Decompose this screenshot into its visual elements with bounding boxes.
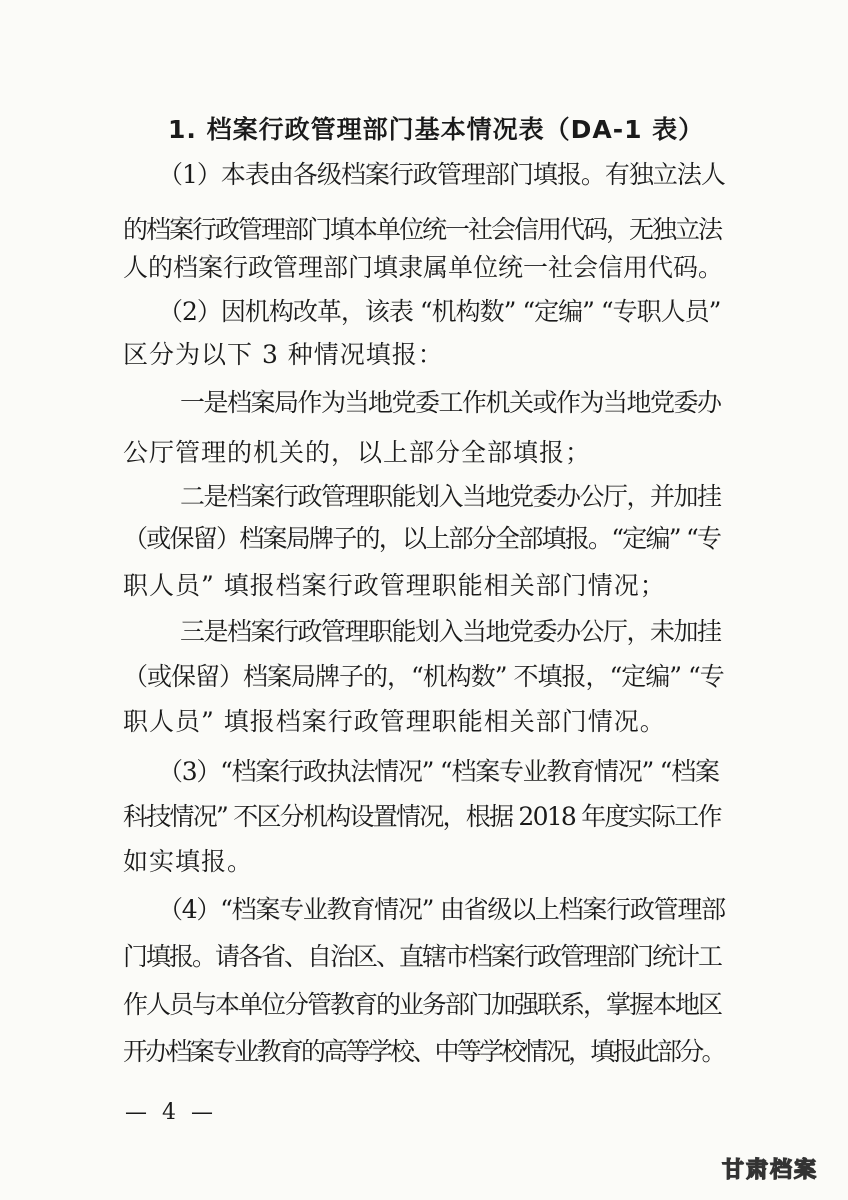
paragraph-line: 三是档案行政管理职能划入当地党委办公厅，未加挂 [180,617,721,646]
paragraph-line: 作人员与本单位分管教育的业务部门加强联系，掌握本地区 [123,990,722,1019]
watermark-logo: 甘肃档案 [721,1158,818,1183]
paragraph-line: 科技情况” 不区分机构设置情况，根据 2018 年度实际工作 [123,802,721,831]
section-title: 1. 档案行政管理部门基本情况表（DA-1 表） [168,115,705,144]
paragraph-line: 职人员” 填报档案行政管理职能相关部门情况； [123,571,666,600]
paragraph-line: 门填报。请各省、自治区、直辖市档案行政管理部门统计工 [123,942,722,971]
paragraph-line: 二是档案行政管理职能划入当地党委办公厅，并加挂 [180,482,721,511]
paragraph-line: 开办档案专业教育的高等学校、中等学校情况，填报此部分。 [123,1037,724,1066]
paragraph-line: （4）“档案专业教育情况” 由省级以上档案行政管理部 [158,895,725,924]
paragraph-line: （或保留）档案局牌子的，以上部分全部填报。“定编” “专 [123,524,721,553]
paragraph-line: （或保留）档案局牌子的，“机构数” 不填报，“定编” “专 [123,662,724,691]
paragraph-line: 一是档案局作为当地党委工作机关或作为当地党委办 [180,388,721,417]
paragraph-line: 如实填报。 [123,847,254,876]
paragraph-line: （2）因机构改革，该表 “机构数” “定编” “专职人员” [158,297,721,326]
paragraph-line: 人的档案行政管理部门填隶属单位统一社会信用代码。 [123,253,724,282]
paragraph-line: 职人员” 填报档案行政管理职能相关部门情况。 [123,707,666,736]
paragraph-line: （3）“档案行政执法情况” “档案专业教育情况” “档案 [158,757,719,786]
paragraph-line: 公厅管理的机关的，以上部分全部填报； [123,438,592,467]
paragraph-line: （1）本表由各级档案行政管理部门填报。有独立法人 [158,160,725,189]
paragraph-line: 的档案行政管理部门填本单位统一社会信用代码，无独立法 [123,215,722,244]
page-number: — 4 — [125,1100,217,1125]
paragraph-line: 区分为以下 3 种情况填报： [123,340,444,369]
